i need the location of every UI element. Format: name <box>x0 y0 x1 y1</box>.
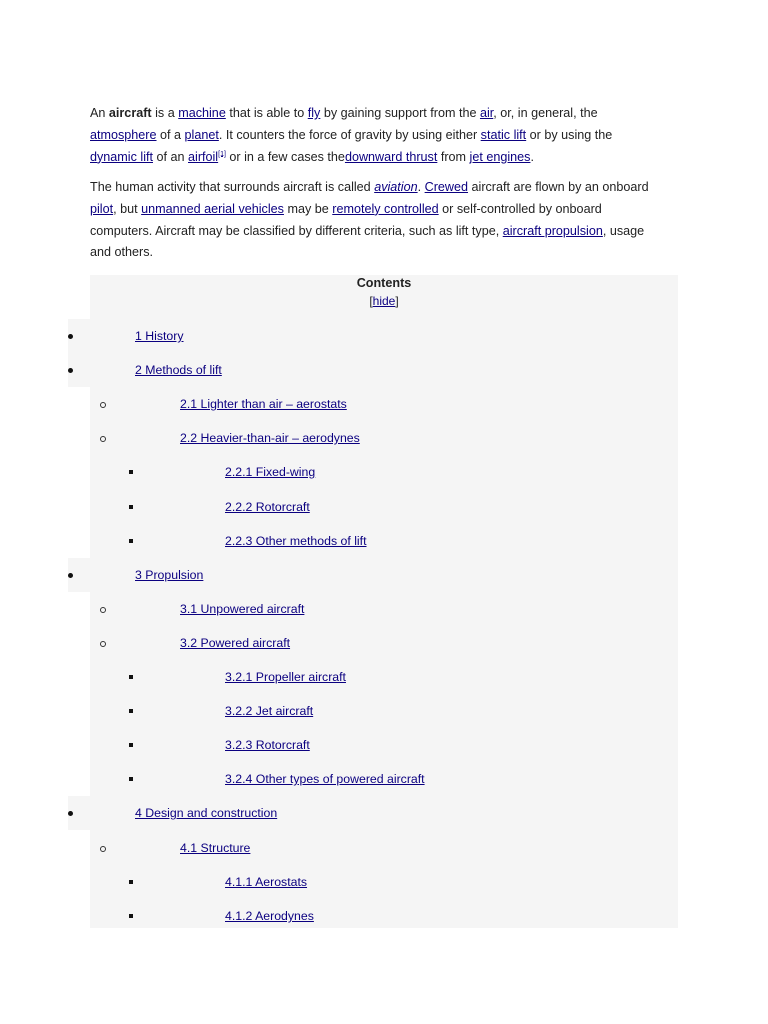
text-run: or by using the <box>526 127 613 142</box>
inline-link[interactable]: remotely controlled <box>332 201 439 216</box>
toc-link[interactable]: 3.2 Powered aircraft <box>180 636 291 650</box>
toc-link[interactable]: 2 Methods of lift <box>135 363 222 377</box>
toc-toggle <box>90 293 678 309</box>
text-run: of a <box>156 127 185 142</box>
inline-link[interactable]: atmosphere <box>90 127 157 142</box>
disc-bullet-icon <box>68 368 73 373</box>
toc-link[interactable]: 3 Propulsion <box>135 568 204 582</box>
text-run: that is able to <box>225 106 308 120</box>
toc-link[interactable]: 4.1.2 Aerodynes <box>225 909 314 923</box>
toc-toggle-close-bracket: ] <box>395 294 399 308</box>
inline-link[interactable]: fly <box>307 106 321 120</box>
text-run: may be <box>283 201 333 216</box>
text-run: from <box>437 149 470 164</box>
inline-link[interactable]: unmanned aerial vehicles <box>141 201 284 216</box>
inline-link[interactable]: aviation <box>374 180 418 194</box>
toc-link[interactable]: 3.2.3 Rotorcraft <box>225 738 310 752</box>
text-run: The human activity that surrounds aircraft is called <box>90 180 375 194</box>
toc-link[interactable]: 2.2.1 Fixed-wing <box>225 465 316 479</box>
citation-link[interactable]: [1] <box>218 150 226 158</box>
text-run: or in a few cases the <box>225 149 345 164</box>
inline-link[interactable]: planet <box>184 127 219 142</box>
toc-title: Contents <box>356 276 412 290</box>
toc-link[interactable]: 1 History <box>135 329 184 343</box>
text-run: of an <box>153 149 189 164</box>
square-bullet-icon <box>129 505 133 509</box>
inline-link[interactable]: static lift <box>480 127 527 142</box>
square-bullet-icon <box>129 709 133 713</box>
circle-bullet-icon <box>100 846 106 852</box>
circle-bullet-icon <box>100 641 106 647</box>
circle-bullet-icon <box>100 436 106 442</box>
text-run: . It counters the force of gravity by using either <box>218 127 481 142</box>
square-bullet-icon <box>129 914 133 918</box>
disc-bullet-icon <box>68 573 73 578</box>
inline-link[interactable]: aircraft propulsion <box>502 223 603 238</box>
toc-link[interactable]: 2.2.3 Other methods of lift <box>225 534 367 548</box>
text-run: . <box>417 180 425 194</box>
toc-link[interactable]: 2.2.2 Rotorcraft <box>225 500 310 514</box>
square-bullet-icon <box>129 743 133 747</box>
text-run: by gaining support from the <box>320 106 480 120</box>
toc-link[interactable]: 3.2.1 Propeller aircraft <box>225 670 346 684</box>
toc-link[interactable]: 3.2.4 Other types of powered aircraft <box>225 772 425 786</box>
square-bullet-icon <box>129 777 133 781</box>
text-run: , or, in general, the <box>493 106 598 120</box>
disc-bullet-icon <box>68 334 73 339</box>
citation <box>218 150 226 157</box>
toc-hide-link[interactable]: hide <box>372 294 396 308</box>
text-run: , usage and others. <box>90 223 645 260</box>
square-bullet-icon <box>129 880 133 884</box>
toc-link[interactable]: 4.1.1 Aerostats <box>225 875 308 889</box>
inline-link[interactable]: pilot <box>90 201 114 216</box>
toc-link[interactable]: 2.1 Lighter than air – aerostats <box>180 397 347 411</box>
toc-link[interactable]: 3.2.2 Jet aircraft <box>225 704 314 718</box>
bold-term: aircraft <box>108 106 152 120</box>
square-bullet-icon <box>129 470 133 474</box>
inline-link[interactable]: downward thrust <box>344 149 438 164</box>
inline-link[interactable]: airfoil <box>188 149 219 164</box>
text-run: or self-controlled by onboard computers. Aircraft may be classified by different criteria, such as lift type, <box>90 201 602 238</box>
text-run: aircraft are flown by an onboard <box>468 180 649 194</box>
inline-link[interactable]: machine <box>178 106 226 120</box>
intro-paragraph-2 <box>90 177 650 264</box>
toc-toggle-open-bracket: [ <box>369 294 373 308</box>
circle-bullet-icon <box>100 402 106 408</box>
toc-link[interactable]: 4.1 Structure <box>180 841 251 855</box>
toc-link[interactable]: 2.2 Heavier-than-air – aerodynes <box>180 431 360 445</box>
square-bullet-icon <box>129 675 133 679</box>
text-run: An <box>90 106 109 120</box>
disc-bullet-icon <box>68 811 73 816</box>
inline-link[interactable]: air <box>479 106 494 120</box>
inline-link[interactable]: dynamic lift <box>90 149 153 164</box>
toc-link[interactable]: 4 Design and construction <box>135 806 278 820</box>
circle-bullet-icon <box>100 607 106 613</box>
text-run: . <box>530 149 534 164</box>
toc-link[interactable]: 3.1 Unpowered aircraft <box>180 602 305 616</box>
intro-paragraph-1 <box>90 103 650 168</box>
inline-link[interactable]: jet engines <box>469 149 531 164</box>
inline-link[interactable]: Crewed <box>424 180 469 194</box>
text-run: is a <box>151 106 179 120</box>
square-bullet-icon <box>129 539 133 543</box>
text-run: , but <box>113 201 142 216</box>
